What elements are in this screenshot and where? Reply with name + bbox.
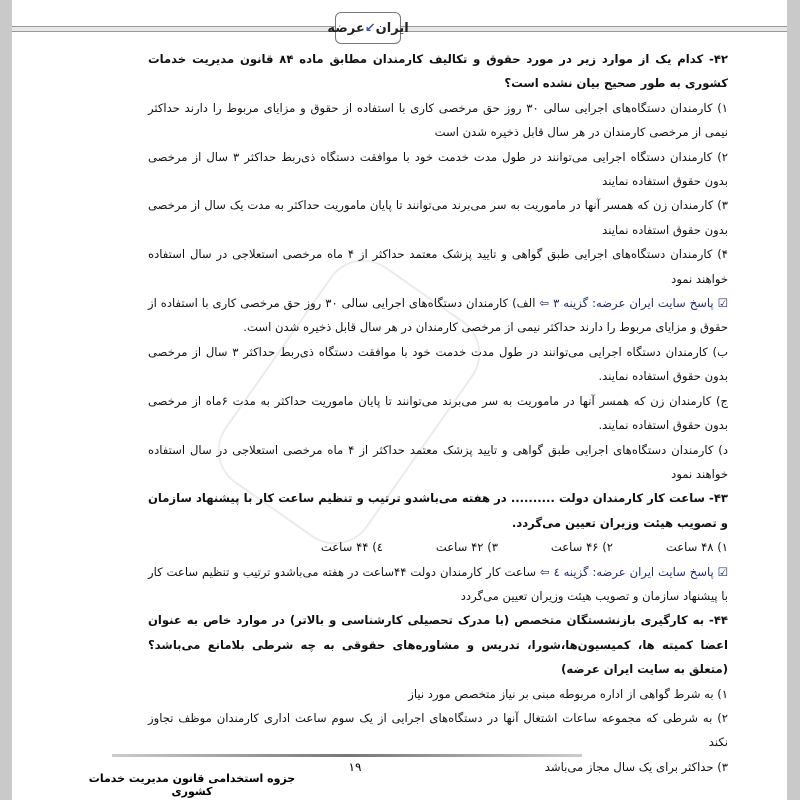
q42-option-3: ۳) کارمندان زن که همسر آنها در ماموریت به سر می‌برند می‌توانند تا پایان ماموریت حداکثر به مدت یک سال از مرخصی بدون حقوق استفاده نمایند (148, 198, 728, 237)
q42-answer (148, 291, 728, 340)
q42-option-1: ۱) کارمندان دستگاه‌های اجرایی سالی ۳۰ روز حق مرخصی کاری با استفاده از حقوق و مزایای مربوط را دارند حداکثر نیمی از مرخصی کارمندان در هر سال قابل ذخیره شدن است (148, 100, 729, 140)
footer-title: جزوه استخدامی قانون مدیریت خدمات کشوری (88, 772, 296, 798)
document-body (148, 47, 728, 779)
page-number: ۱۹ (348, 760, 362, 774)
q43-answer (148, 560, 728, 609)
q44-option-1: ۱) به شرط گواهی از اداره مربوطه مبنی بر نیاز متخصص مورد نیاز (408, 686, 728, 701)
q42-explanation-d: د) کارمندان دستگاه‌های اجرایی طبق گواهی و تایید پزشک معتمد حداکثر از ۴ ماه مرخصی استعلاجی در سال استفاده خواهند نمود (148, 442, 728, 481)
q43-option-1: ۱) ۴۸ ساعت (665, 540, 728, 555)
question-43: ۴۳- ساعت کار کارمندان دولت .......... در هفته می‌باشدو ترتیب و تنظیم ساعت کار با پیشنهاد سازمان و تصویب هیئت وزیران تعیین می‌گردد. (148, 491, 728, 530)
q42-option-2: ۲) کارمندان دستگاه اجرایی می‌توانند در طول مدت خدمت خود با موافقت دستگاه ذی‌ربط حداکثر ۳ سال از مرخصی بدون حقوق استفاده نمایند (148, 149, 728, 189)
footer-rule (112, 754, 582, 757)
q42-explanation-b: ب) کارمندان دستگاه اجرایی می‌توانند در طول مدت خدمت خود با موافقت دستگاه ذی‌ربط حداکثر ۳ سال از مرخصی بدون حقوق استفاده نمایند. (148, 344, 728, 384)
answer-label: ☑ پاسخ سایت ایران عرضه: گزینه ٤ ⇦ (539, 564, 728, 579)
q43-option-3: ۳) ۴۲ ساعت (435, 540, 498, 555)
site-logo: ایران ↙ عرضه (335, 12, 401, 44)
question-42: ۴۲- کدام یک از موارد زیر در مورد حقوق و تکالیف کارمندان مطابق ماده ۸۴ قانون مدیریت خدمات کشوری به طور صحیح بیان نشده است؟ (148, 52, 728, 91)
q44-option-3: ۳) حداکثر برای یک سال مجاز می‌باشد (544, 759, 728, 774)
answer-text: الف) کارمندان دستگاه‌های اجرایی سالی ۳۰ روز حق مرخصی کاری با استفاده از حقوق و مزایای مربوط را دارند حداکثر نیمی از مرخصی کارمندان در هر سال قابل ذخیره شدن است. (148, 296, 728, 335)
q43-option-4: ٤) ۴۴ ساعت (320, 540, 383, 555)
q42-explanation-c: ج) کارمندان زن که همسر آنها در ماموریت به سر می‌برند می‌توانند تا پایان ماموریت حداکثر به مدت ۶ماه از مرخصی بدون حقوق استفاده نمایند. (148, 393, 729, 433)
answer-label: ☑ پاسخ سایت ایران عرضه: گزینه ۳ ⇦ (539, 296, 729, 311)
q42-option-4: ۴) کارمندان دستگاه‌های اجرایی طبق گواهی و تایید پزشک معتمد حداکثر از ۴ ماه مرخصی استعلاجی در سال استفاده خواهند نمود (148, 247, 729, 286)
question-44: ۴۴- به کارگیری بازنشستگان متخصص (با مدرک تحصیلی کارشناسی و بالاتر) در موارد خاص به عنوان اعضا کمیته ها، کمیسیون‌ها،شورا، تدریس و مشاوره‌های حقوقی به چه شرطی بلامانع می‌باشد؟ (متعلق به سایت ایران عرضه) (148, 613, 728, 677)
q44-option-2: ۲) به شرطی که مجموعه ساعات اشتغال آنها در دستگاه‌های اجرایی از یک سوم ساعت اداری کارمندان موظف تجاوز نکند (148, 710, 728, 750)
q43-option-2: ۲) ۴۶ ساعت (550, 540, 613, 555)
document-page (12, 0, 787, 800)
answer-text: ساعت کار کارمندان دولت ۴۴ساعت در هفته می‌باشدو ترتیب و تنظیم ساعت کار با پیشنهاد سازمان و تصویب هیئت وزیران تعیین می‌گردد (148, 564, 728, 603)
q43-options (148, 535, 728, 559)
